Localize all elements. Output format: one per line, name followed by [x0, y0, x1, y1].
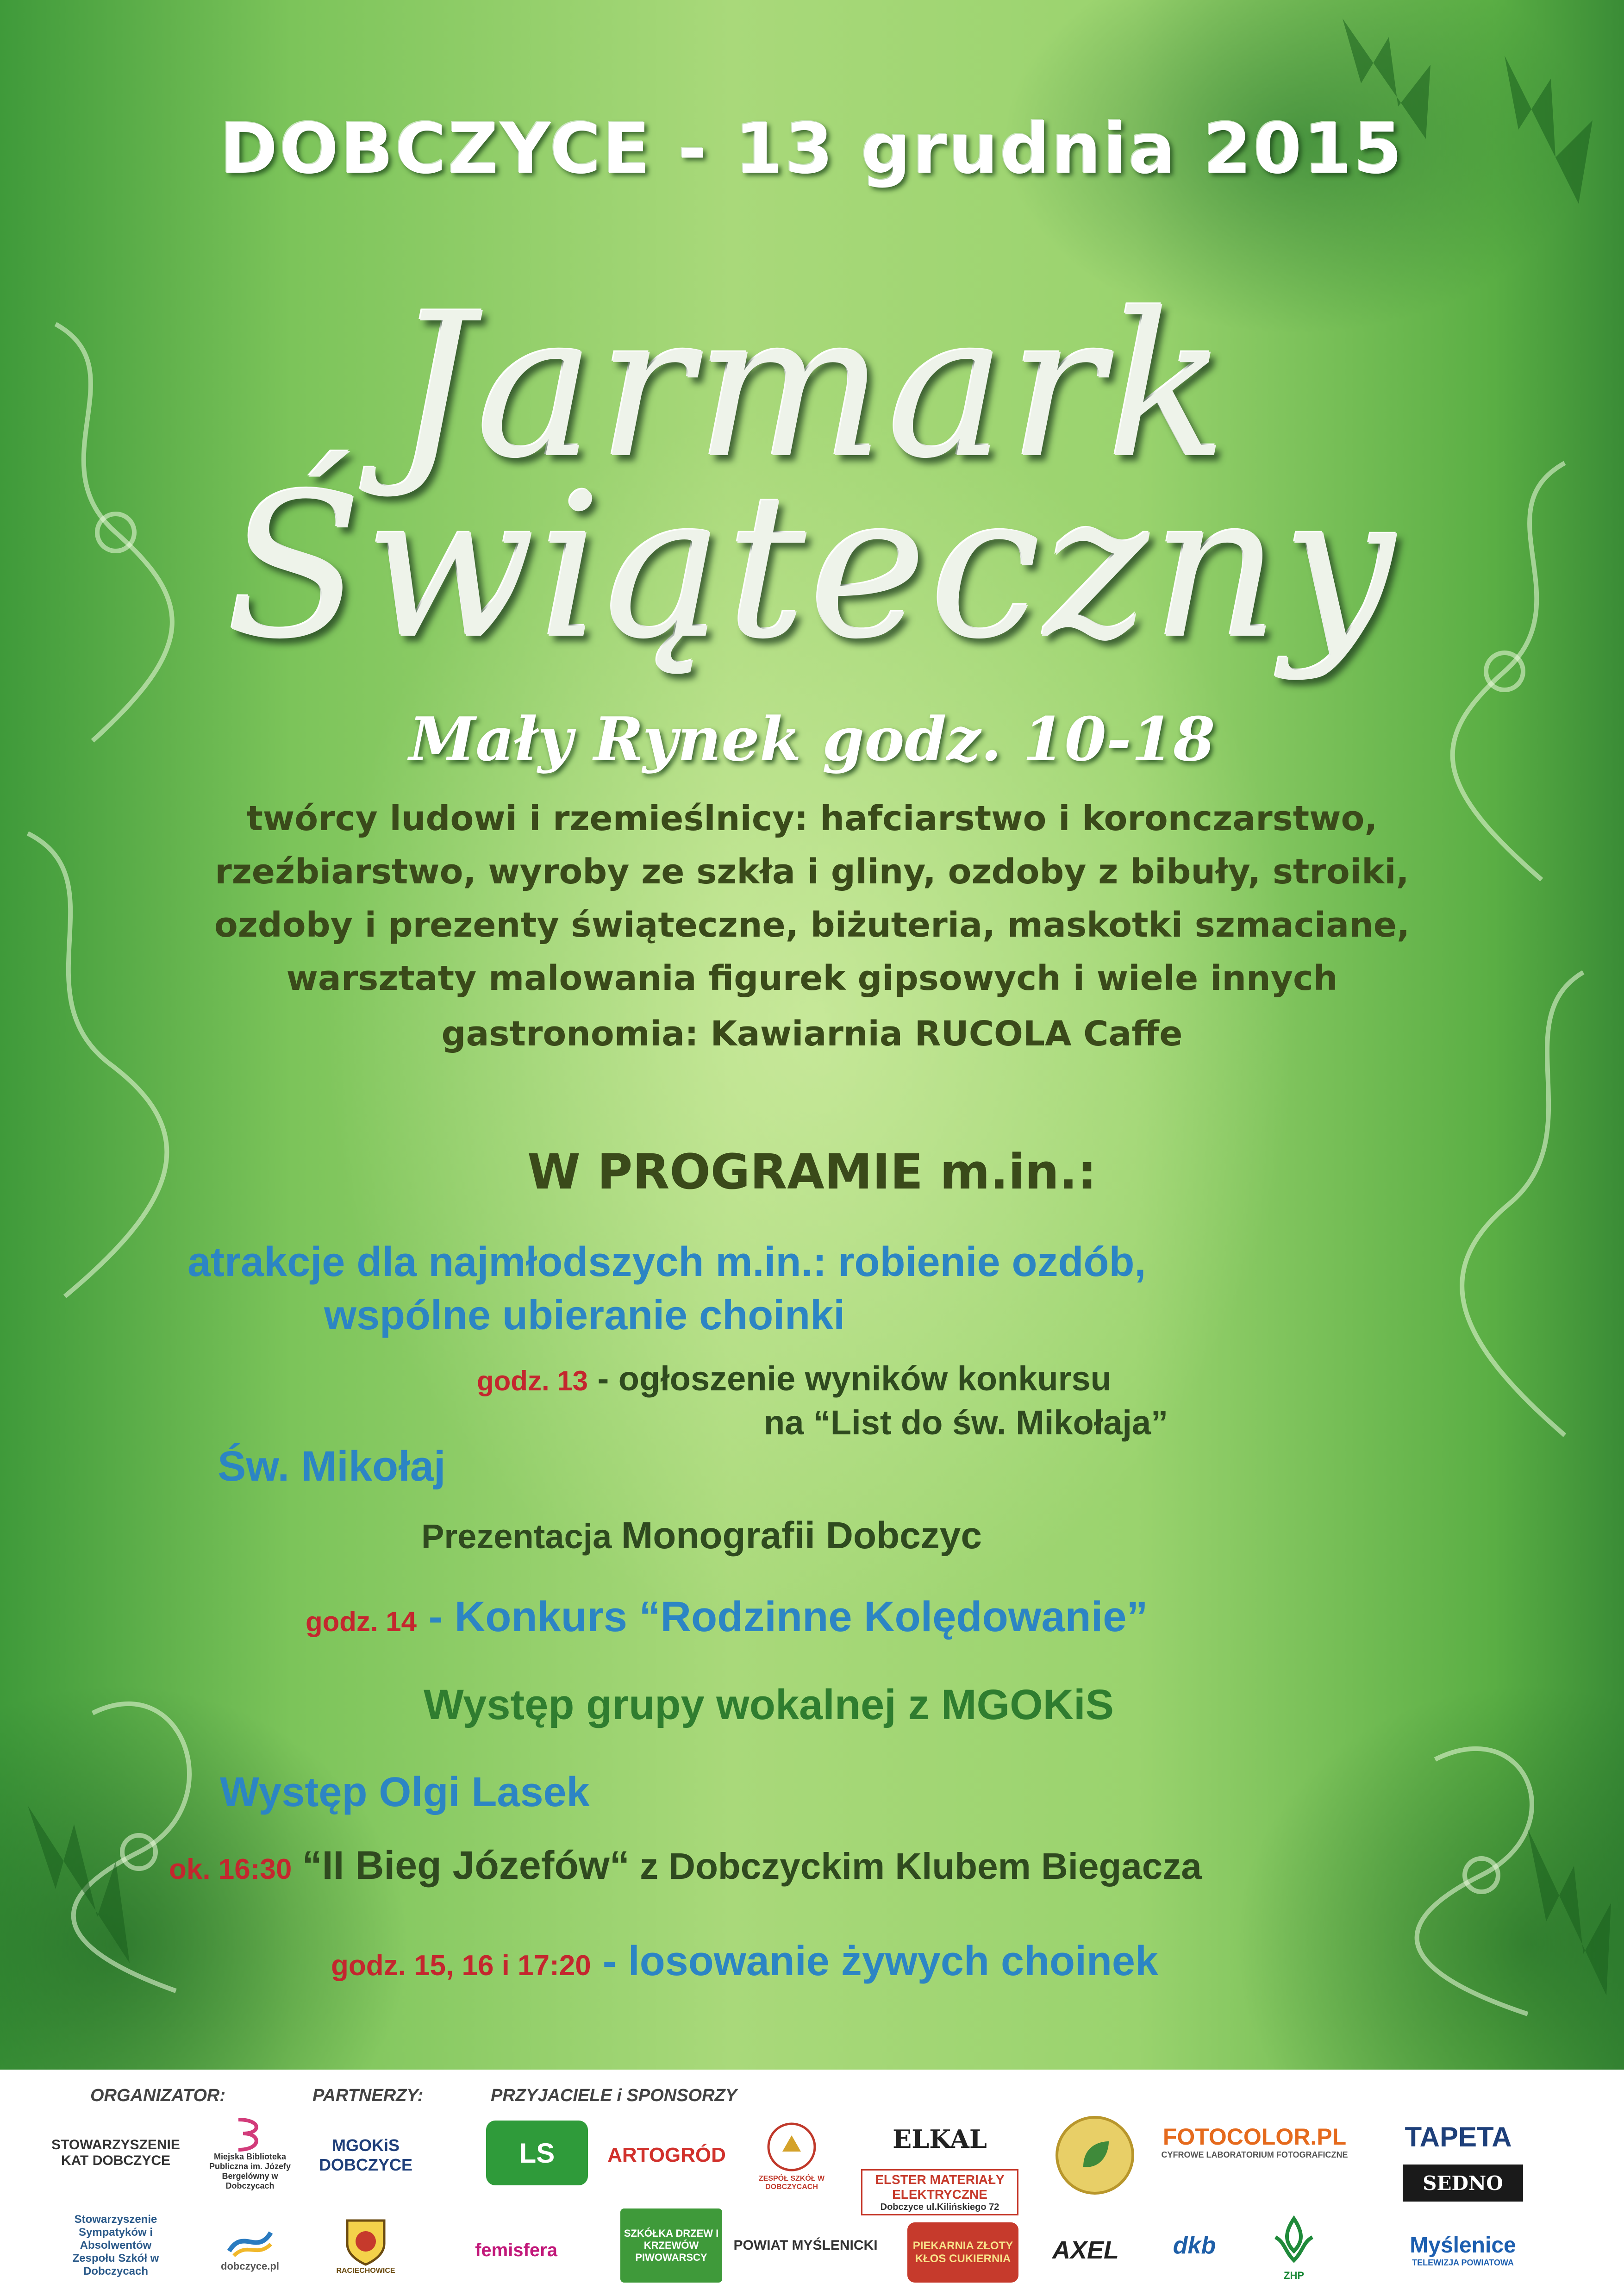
- elkal-logo: ELKAL: [893, 2124, 987, 2154]
- scout-lily-icon: [1266, 2214, 1322, 2270]
- time-label: ok. 16:30: [169, 1853, 292, 1885]
- program-text: Prezentacja: [421, 1517, 612, 1556]
- program-item-kids-line2: wspólne ubieranie choinki: [324, 1292, 845, 1339]
- program-text-emphasis: Monografii Dobczyc: [621, 1514, 982, 1557]
- myslenice-tv-logo: Myślenice TELEWIZJA POWIATOWA: [1410, 2233, 1516, 2267]
- program-item-kids-line1: atrakcje dla najmłodszych m.in.: robienie ozdób,: [187, 1239, 1146, 1285]
- dobczyce-logo: dobczyce.pl: [204, 2208, 296, 2287]
- program-item-tree-raffle: [331, 1938, 1158, 1985]
- raciechowice-logo: RACIECHOWICE: [329, 2204, 403, 2287]
- axel-logo: AXEL: [1052, 2236, 1119, 2264]
- zhp-logo: ZHP: [1250, 2208, 1338, 2287]
- zespol-szkol-logo: ZESPÓŁ SZKÓŁ W DOBCZYCACH: [745, 2111, 838, 2199]
- title-line-2: Świąteczny: [226, 451, 1398, 683]
- leaf-icon: [1076, 2137, 1113, 2174]
- dobczyce-swoosh-icon: [225, 2223, 275, 2260]
- program-text-emphasis: “II Bieg Józefów“: [302, 1843, 630, 1888]
- partners-label: PARTNERZY:: [312, 2086, 424, 2105]
- description-line: twórcy ludowi i rzemieślnicy: hafciarstwo i koronczarstwo,: [246, 799, 1378, 838]
- program-item-vocal-group: Występ grupy wokalnej z MGOKiS: [424, 1681, 1114, 1728]
- powiat-logo: POWIAT MYŚLENICKI: [733, 2238, 878, 2253]
- sponsors-label: PRZYJACIELE i SPONSORZY: [491, 2086, 737, 2105]
- time-label: godz. 13: [477, 1365, 588, 1396]
- artogrod-logo: ARTOGRÓD: [607, 2144, 726, 2166]
- program-text: - ogłoszenie wyników konkursu: [597, 1359, 1112, 1398]
- location-time-subtitle: Mały Rynek godz. 10-18: [409, 704, 1215, 775]
- dkb-logo: dkb: [1173, 2232, 1216, 2259]
- sponsors-footer: [0, 2070, 1624, 2296]
- time-label: godz. 14: [306, 1606, 417, 1637]
- program-item-st-nicholas: Św. Mikołaj: [218, 1443, 446, 1490]
- szkolka-logo: SZKÓŁKA DRZEW I KRZEWÓW PIWOWARSCY: [620, 2208, 722, 2283]
- title-line-1: Jarmark: [394, 271, 1230, 502]
- elster-logo: ELSTER MATERIAŁY ELEKTRYCZNE Dobczyce ul.Kilińskiego 72: [861, 2169, 1018, 2215]
- program-item-monograph: [421, 1514, 982, 1558]
- fotocolor-logo: FOTOCOLOR.PL CYFROWE LABORATORIUM FOTOGRAFICZNE: [1161, 2123, 1348, 2159]
- program-item-letter-contest: [477, 1359, 1112, 1398]
- piekarnia-logo: PIEKARNIA ZŁOTY KŁOS CUKIERNIA: [907, 2222, 1018, 2283]
- program-text-emphasis: “Rodzinne Kolędowanie”: [639, 1593, 1148, 1640]
- femisfera-logo: femisfera: [475, 2240, 557, 2260]
- mgokis-logo: MGOKiS DOBCZYCE: [319, 2136, 412, 2174]
- organizer-label: ORGANIZATOR:: [90, 2086, 226, 2105]
- time-label: godz. 15, 16 i 17:20: [331, 1950, 591, 1982]
- school-emblem-icon: [764, 2119, 819, 2175]
- program-item-letter-contest-line2: na “List do św. Mikołaja”: [764, 1403, 1168, 1442]
- program-item-run: [169, 1843, 1202, 1889]
- program-item-carol-contest: [306, 1593, 1148, 1641]
- coat-of-arms-icon: [343, 2216, 389, 2267]
- ls-logo: LS: [486, 2121, 588, 2185]
- description-line: ozdoby i prezenty świąteczne, biżuteria, maskotki szmaciane,: [214, 905, 1410, 945]
- program-text: - losowanie żywych choinek: [602, 1938, 1159, 1984]
- program-header: W PROGRAMIE m.in.:: [527, 1144, 1097, 1200]
- description-line: warsztaty malowania figurek gipsowych i wiele innych: [286, 958, 1338, 998]
- library-logo: Miejska Biblioteka Publiczna im. Józefy Bergelówny w Dobczycach: [204, 2111, 296, 2195]
- library-icon: [234, 2115, 266, 2152]
- gastronomy-line: gastronomia: Kawiarnia RUCOLA Caffe: [441, 1014, 1183, 1054]
- description-line: rzeźbiarstwo, wyroby ze szkła i gliny, ozdoby z bibuły, stroiki,: [215, 852, 1409, 892]
- sedno-logo: SEDNO: [1403, 2165, 1523, 2202]
- tapeta-logo: TAPETA: [1405, 2121, 1512, 2152]
- stowarzyszenie-logo: Stowarzyszenie Sympatyków i Absolwentów Zespołu Szkół w Dobczycach: [72, 2213, 159, 2277]
- kat-logo: STOWARZYSZENIE KAT DOBCZYCE: [51, 2137, 180, 2168]
- program-item-olga-lasek: Występ Olgi Lasek: [220, 1769, 590, 1815]
- date-line: DOBCZYCE - 13 grudnia 2015: [220, 109, 1404, 189]
- program-text: - Konkurs: [428, 1593, 627, 1640]
- program-text: z Dobczyckim Klubem Biegacza: [640, 1846, 1202, 1887]
- rucola-logo: [1056, 2116, 1134, 2195]
